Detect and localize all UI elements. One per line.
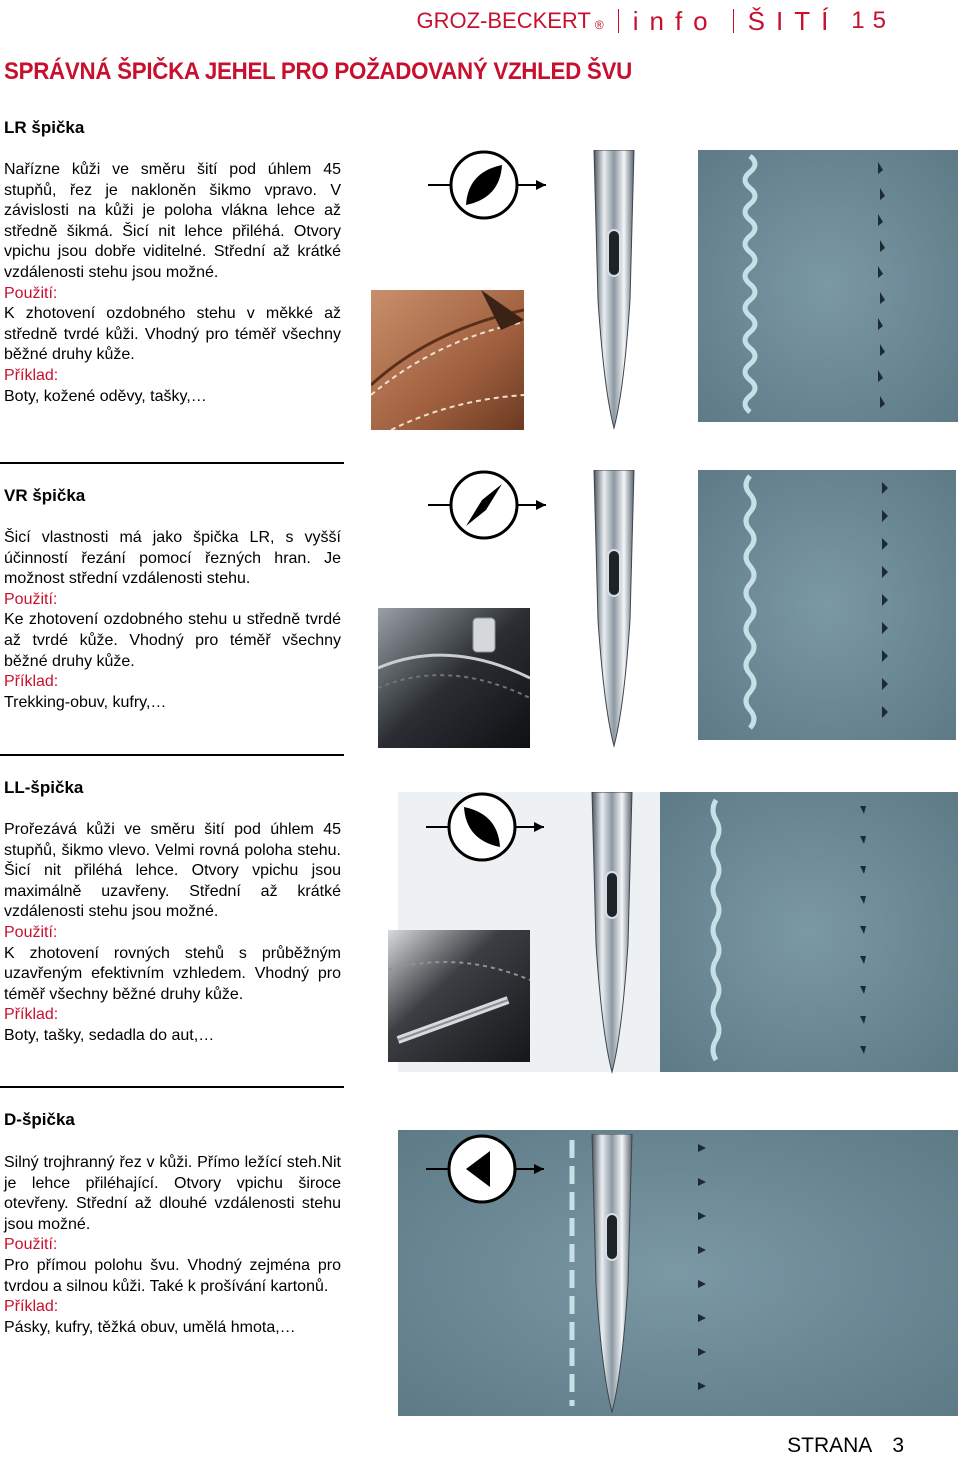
section-text-d: [4, 1153, 341, 1338]
use-label: Použití:: [4, 590, 58, 608]
needle-cut-triangle-icon: [426, 1134, 544, 1204]
needle-ll: [588, 792, 636, 1074]
brand-name: GROZ-BECKERT: [416, 8, 591, 33]
section-divider: [0, 1086, 344, 1088]
header-number: 15: [851, 7, 894, 34]
use-text: K zhotovení rovných stehů s průběžným uzavřeným efektivním vzhledem. Vhodný pro téměř všechny běžné druhy kůže.: [4, 944, 341, 1003]
use-label: Použití:: [4, 284, 58, 302]
example-text: Pásky, kufry, těžká obuv, umělá hmota,…: [4, 1318, 296, 1336]
description: Silný trojhranný řez v kůži. Přímo ležící steh.Nit je lehce přiléhající. Otvory vpichu široce otevřeny. Střední až dlouhé vzdálenosti stehu jsou možné.: [4, 1154, 341, 1233]
leather-wallet-photo: [388, 930, 530, 1062]
section-title-ll: LL-špička: [4, 778, 84, 797]
needle-cut-right-icon: [428, 150, 546, 220]
header-section: ŠITÍ: [747, 5, 840, 36]
example-label: Příklad:: [4, 673, 59, 691]
description: Prořezává kůži ve směru šití pod úhlem 45 stupňů, šikmo vlevo. Velmi rovná poloha stehu. Šicí nit přiléhá lehce. Otvory vpichu jsou maximálně uzavřeny. Střední až krátké vzdálenosti stehu jsou možné.: [4, 821, 341, 921]
header-divider: [733, 9, 734, 33]
example-label: Příklad:: [4, 1298, 59, 1316]
section-title-d: D-špička: [4, 1110, 75, 1129]
page-number: 3: [892, 1434, 904, 1457]
use-label: Použití:: [4, 923, 58, 941]
example-text: Trekking-obuv, kufry,…: [4, 693, 167, 711]
use-label: Použití:: [4, 1236, 58, 1254]
example-label: Příklad:: [4, 1006, 59, 1024]
page-footer: [787, 1434, 904, 1458]
leather-seam-vr: [552, 470, 956, 740]
leather-seam-lr: [698, 150, 958, 422]
header-divider: [618, 9, 619, 33]
footer-label: STRANA: [787, 1434, 873, 1457]
section-title-lr: LR špička: [4, 118, 85, 137]
description: Šicí vlastnosti má jako špička LR, s vyšší účinností řezání pomocí řezných hran. Je možnost střední vzdálenosti stehu.: [4, 529, 341, 588]
needle-cut-left-icon: [426, 792, 544, 862]
use-text: Pro přímou polohu švu. Vhodný zejména pro tvrdou a silnou kůži. Také k prošívání kartonů.: [4, 1256, 341, 1295]
example-text: Boty, tašky, sedadla do aut,…: [4, 1026, 215, 1044]
section-text-ll: [4, 820, 341, 1047]
section-text-vr: [4, 528, 341, 713]
header-info: info: [632, 5, 719, 36]
section-divider: [0, 754, 344, 756]
page-title: SPRÁVNÁ ŠPIČKA JEHEL PRO POŽADOVANÝ VZHLED ŠVU: [4, 58, 632, 85]
example-label: Příklad:: [4, 366, 59, 384]
example-text: Boty, kožené oděvy, tašky,…: [4, 387, 207, 405]
needle-cut-diamond-icon: [428, 470, 546, 540]
needle-lr: [590, 150, 638, 430]
description: Nařízne kůži ve směru šití pod úhlem 45 stupňů, řez je nakloněn šikmo vpravo. V závislosti na kůži je poloha vlákna lehce až středně šikmá. Šicí nit lehce přiléhá. Otvory vpichu jsou dobře viditelné. Střední až krátké vzdálenosti stehu jsou možné.: [4, 161, 341, 281]
header: [416, 6, 894, 36]
section-text-lr: [4, 160, 341, 407]
use-text: Ke zhotovení ozdobného stehu u středně tvrdé až tvrdé kůže. Vhodný pro téměř všechny běžné druhy kůže.: [4, 611, 341, 670]
leather-shoe-photo: [371, 290, 524, 430]
registered-mark: ®: [594, 18, 604, 32]
use-text: K zhotovení ozdobného stehu v měkké až středně tvrdé kůži. Vhodný pro téměř všechny běžné druhy kůže.: [4, 305, 341, 364]
section-divider: [0, 462, 344, 464]
section-title-vr: VR špička: [4, 486, 86, 505]
needle-d: [588, 1134, 636, 1414]
leather-bag-photo: [378, 608, 530, 748]
